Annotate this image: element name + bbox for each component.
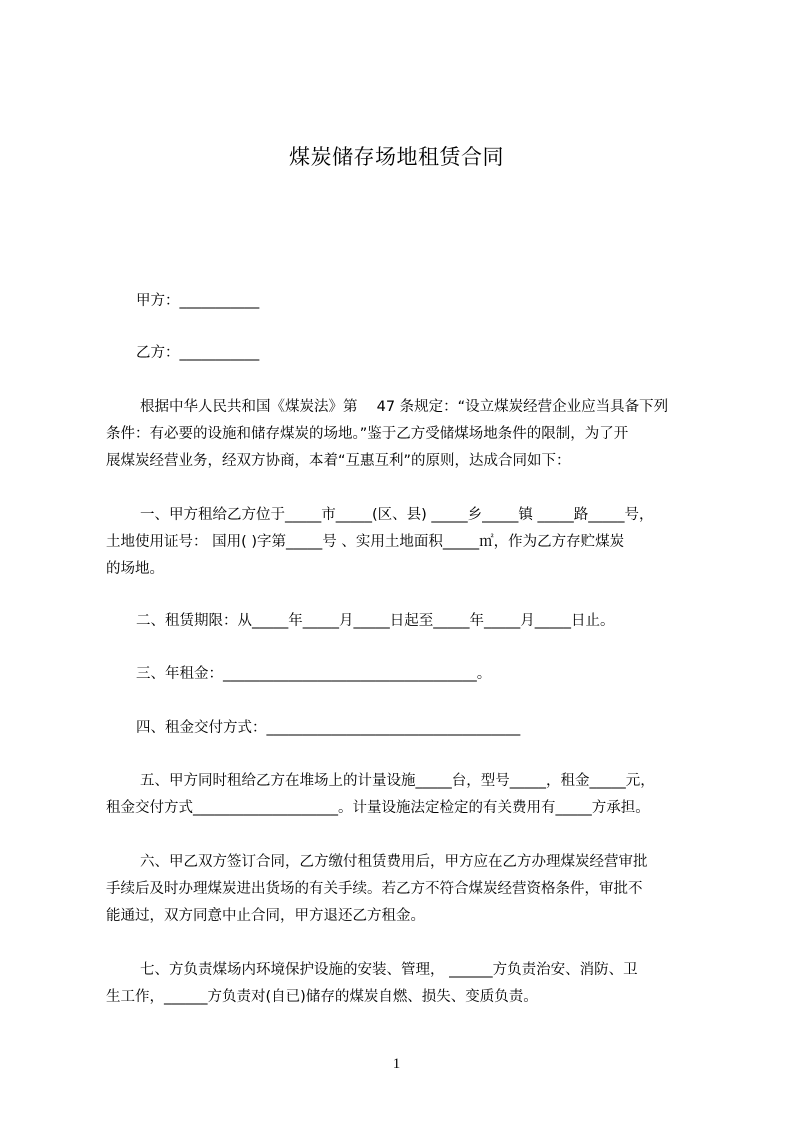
clause-5-line: 租金交付方式____________________。计量设施法定检定的有关费用有_____方承担。 bbox=[106, 800, 650, 816]
clause-6-line: 能通过，双方同意中止合同，甲方退还乙方租金。 bbox=[106, 908, 425, 924]
clause-1-line: 土地使用证号： 国用( )字第_____号 、实用土地面积_____㎡，作为乙方存贮煤炭 bbox=[106, 534, 625, 550]
clause-1-line: 一、甲方租给乙方位于_____市_____(区、县) _____乡_____镇 _____路_____号， bbox=[140, 507, 654, 523]
clause-4-line: 四、租金交付方式：___________________________________ bbox=[136, 720, 521, 736]
clause-6-line: 手续后及时办理煤炭进出货场的有关手续。若乙方不符合煤炭经营资格条件，审批不 bbox=[106, 881, 643, 897]
preamble-line: 条件：有必要的设施和储存煤炭的场地。”鉴于乙方受储煤场地条件的限制，为了开 bbox=[106, 426, 629, 442]
clause-7-line: 生工作，______方负责对(自已)储存的煤炭自燃、损失、变质负责。 bbox=[106, 989, 538, 1005]
clause-3-line: 三、年租金：___________________________________。 bbox=[136, 666, 492, 682]
preamble-line: 根据中华人民共和国《煤炭法》第 47 条规定：“设立煤炭经营企业应当具备下列 bbox=[140, 399, 669, 415]
clause-1-line: 的场地。 bbox=[106, 561, 164, 577]
document-title: 煤炭储存场地租赁合同 bbox=[289, 145, 504, 169]
clause-7-line: 七、方负责煤场内环境保护设施的安装、管理， ______方负责治安、消防、卫 bbox=[140, 962, 638, 978]
clause-6-line: 六、甲乙双方签订合同，乙方缴付租赁费用后，甲方应在乙方办理煤炭经营审批 bbox=[140, 854, 648, 870]
clause-5-line: 五、甲方同时租给乙方在堆场上的计量设施_____台，型号_____，租金_____元， bbox=[140, 773, 655, 789]
clause-2-line: 二、租赁期限：从_____年_____月_____日起至_____年_____月_____日止。 bbox=[136, 613, 615, 629]
party-b-line: 乙方：___________ bbox=[136, 345, 260, 361]
preamble-line: 展煤炭经营业务，经双方协商，本着“互惠互利”的原则，达成合同如下： bbox=[106, 453, 571, 469]
page-number: 1 bbox=[392, 1056, 401, 1072]
party-a-line: 甲方：___________ bbox=[136, 293, 260, 309]
